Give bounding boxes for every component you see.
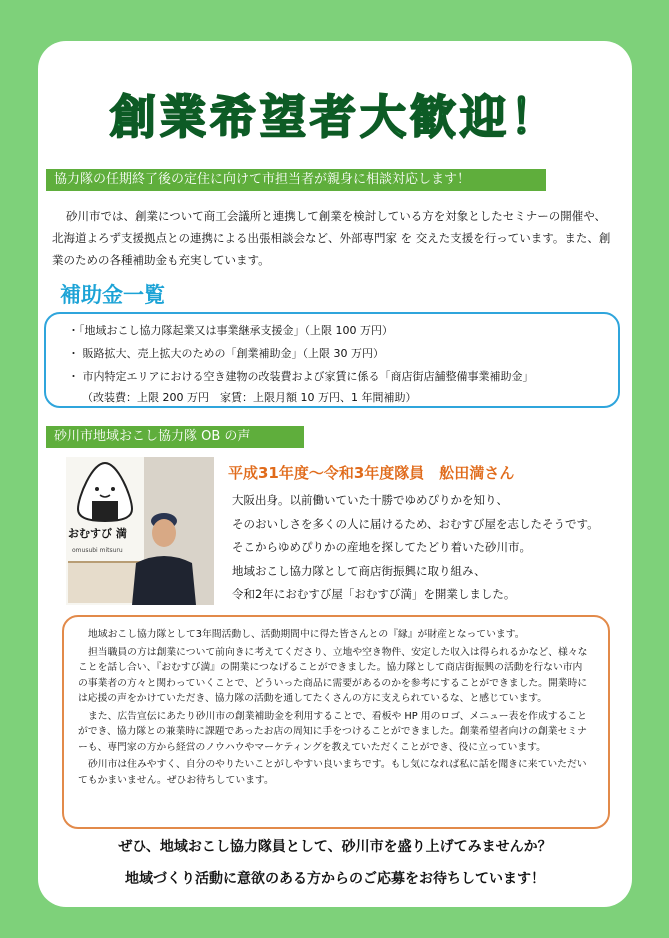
flyer-page bbox=[38, 41, 632, 907]
testimonial-box bbox=[62, 615, 610, 829]
main-title: 創業希望者大歓迎！ bbox=[110, 90, 560, 144]
subsidy-item: ・ 販路拡大、売上拡大のための「創業補助金」（上限 30 万円） bbox=[68, 347, 384, 360]
testimonial-paragraph: また、広告宣伝にあたり砂川市の創業補助金を利用することで、看板や HP 用のロゴ、メニュー表を作成することができ、協力隊との兼業時に課題であったお店の周知に手をつけることができました。創業希望者向けの創業セミナーも、専門家の方から経営のノウハウやマーケティングを教えていただくことができ、役に立っています。 bbox=[78, 710, 587, 753]
testimonial-paragraph: 砂川市は住みやすく、自分のやりたいことがしやすい良いまちです。もし気になれば私に話を聞きに来ていただいてもかまいません。ぜひお待ちしています。 bbox=[78, 759, 587, 786]
sign-subtext: omusubi mitsuru bbox=[72, 547, 123, 554]
testimonial-paragraph: 担当職員の方は創業について前向きに考えてくださり、立地や空き物件、安定した収入は得られるかなど、様々なことを話し合い、『おむすび満』の開業につなげることができました。協力隊として商店街振興の活動を行ない市内の事業者の方々と関わっていくことで、どういった商品に需要があるのかを参考にすることができました。開業時には応援の声をかけていただき、協力隊の活動を通してたくさんの方に支えられているな、と感じています。 bbox=[78, 646, 588, 704]
sign-text: おむすび 満 bbox=[68, 527, 127, 540]
subsidy-list-box bbox=[44, 312, 620, 408]
person-figure-icon bbox=[124, 505, 204, 605]
subsidy-item-detail: （改装費：上限 200 万円 家賃：上限月額 10 万円、1 年間補助） bbox=[82, 391, 417, 404]
bio-line: そこからゆめぴりかの産地を探してたどり着いた砂川市。 bbox=[232, 540, 531, 554]
closing-invite: ぜひ、地域おこし協力隊員として、砂川市を盛り上げてみませんか？ bbox=[118, 839, 552, 855]
subsidy-item: ・ 市内特定エリアにおける空き建物の改装費および家賃に係る「商店街店舗整備事業補助金」 bbox=[68, 370, 534, 383]
bio-line: そのおいしさを多くの人に届けるため、おむすび屋を志したそうです。 bbox=[232, 516, 599, 531]
bio-line: 令和2年におむすび屋「おむすび満」を開業しました。 bbox=[232, 587, 516, 601]
bio-line: 大阪出身。以前働いていた十勝でゆめぴりかを知り、 bbox=[232, 493, 508, 507]
member-name-label: 平成31年度～令和3年度隊員 舩田満さん bbox=[228, 464, 515, 482]
member-bio bbox=[232, 489, 612, 607]
bio-line: 地域おこし協力隊として商店街振興に取り組み、 bbox=[232, 563, 486, 578]
closing-recruit: 地域づくり活動に意欲のある方からのご応募をお待ちしています！ bbox=[125, 871, 545, 887]
subsidy-item: ・「地域おこし協力隊起業又は事業継承支援金」（上限 100 万円） bbox=[68, 324, 393, 337]
consult-banner: 協力隊の任期終了後の定住に向けて市担当者が親身に相談対応します！ bbox=[46, 169, 546, 191]
subsidy-heading: 補助金一覧 bbox=[60, 283, 165, 307]
voice-banner: 砂川市地域おこし協力隊 OB の声 bbox=[46, 426, 304, 448]
shop-owner-photo bbox=[66, 457, 214, 605]
testimonial-paragraph: 地域おこし協力隊として3年間活動し、活動期間中に得た皆さんとの『縁』が財産となっています。 bbox=[88, 629, 525, 640]
intro-paragraph: 砂川市では、創業について商工会議所と連携して創業を検討している方を対象としたセミナーの開催や、北海道よろず支援拠点との連携による出張相談会など、外部専門家 を 交えた支援を行っています。また、創業のための各種補助金も充実しています。 bbox=[52, 209, 611, 267]
